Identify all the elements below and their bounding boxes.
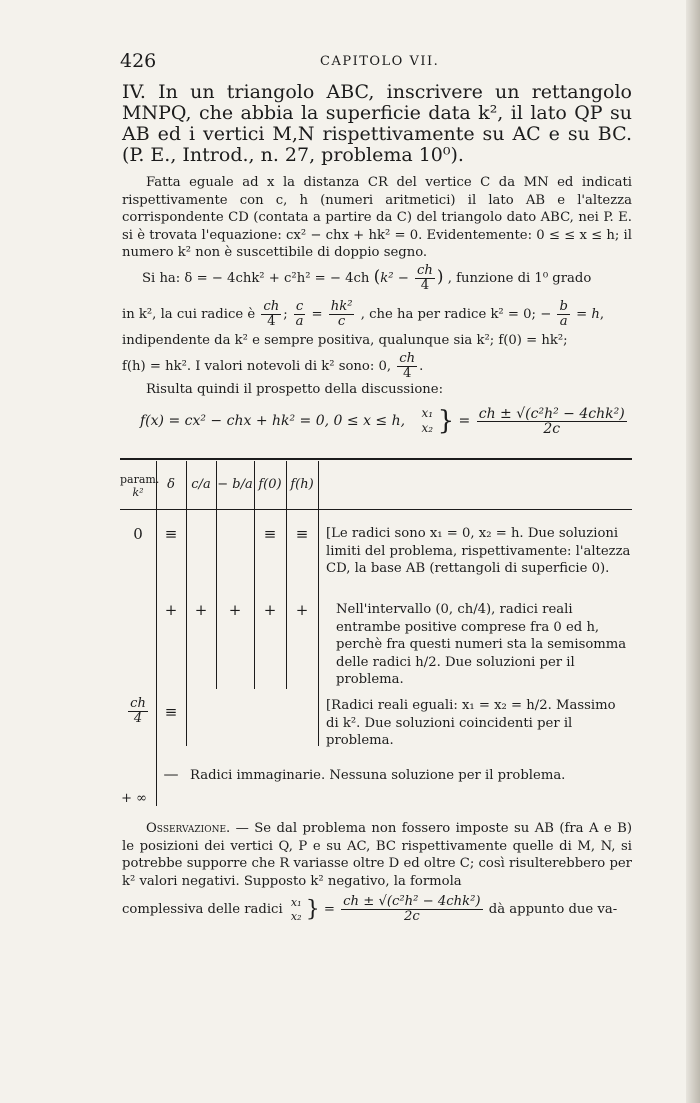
main-equation: f(x) = cx² − chx + hk² = 0, 0 ≤ x ≤ h, x₁ x₂ } = $\frac{\text{ch ± √(c²h² − 4chk²)}}{2c}$ — [140, 405, 625, 437]
column-divider — [156, 461, 157, 806]
row-zero-delta: ≡ — [164, 525, 178, 543]
column-divider — [254, 461, 255, 689]
solution-paragraph: Fatta eguale ad x la distanza CR del vertice C da MN ed indicati rispettivamente con c, h (numeri aritmetici) il lato AB e l'altezza corrispondente CD (contata a partire da C) del triangolo dato ABC, nei P. E. si è trovata l'equazione: cx² − chx + hk² = 0. Evidentemente: 0 ≤ ≤ x ≤ h; il numero k² non è suscettibile di doppio segno. — [122, 175, 632, 260]
row-interval-f0: + — [263, 601, 277, 619]
header-c-over-a: c/a — [191, 477, 211, 492]
row-max-note: [Radici reali eguali: x₁ = x₂ = h/2. Massimo di k². Due soluzioni coincidenti per il problema. — [326, 698, 616, 748]
header-minus-b-over-a: − b/a — [217, 477, 253, 492]
observation-last-start: complessiva delle radici — [122, 902, 283, 917]
delta-line: Si ha: δ = − 4chk² + c²h² = − 4ch (k² − $\frac{ch}{4}$ ) , funzione di 1⁰ grado — [122, 264, 632, 293]
column-divider — [286, 461, 287, 689]
header-delta: δ — [167, 477, 175, 492]
header-param-label: param. — [120, 473, 160, 486]
roots-formula — [477, 407, 627, 436]
row-zero-fh: ≡ — [295, 525, 309, 543]
row-max-label-den: 4 — [133, 711, 143, 726]
row-infinity-label: + ∞ — [121, 791, 147, 806]
row-imag-note: Radici immaginarie. Nessuna soluzione per il problema. — [190, 768, 566, 783]
column-divider — [216, 461, 217, 689]
row-imag-delta: — — [163, 765, 179, 783]
delta-expression: Si ha: δ = − 4chk² + c²h² = − 4ch — [142, 271, 370, 286]
problem-statement: IV. In un triangolo ABC, inscrivere un rettangolo MNPQ, che abbia la superficie data k², il lato QP su AB ed i vertici M,N rispettivamente su AC e su BC. (P. E., Introd., n. 27, problema 10⁰). — [122, 81, 632, 166]
observation-roots-numerator: ch ± √(c²h² − 4chk²) — [343, 894, 481, 909]
root-text: in k², la cui radice è — [122, 307, 256, 322]
root-x1: x₁ — [421, 406, 434, 420]
page-gutter-shadow — [686, 0, 700, 1103]
root-tail: , che ha per radice k² = 0; — [360, 307, 536, 322]
running-header — [120, 50, 640, 72]
discussion-table — [120, 461, 632, 811]
table-top-rule — [120, 458, 632, 460]
observation-title: Osservazione. — [146, 821, 231, 836]
equation-left: f(x) = cx² − chx + hk² = 0, 0 ≤ x ≤ h, — [140, 413, 406, 429]
row-interval-fh: + — [295, 601, 309, 619]
root-x2: x₂ — [421, 421, 434, 435]
row-max-delta: ≡ — [164, 703, 178, 721]
notable-values-line: f(h) = hk². I valori notevoli di k² sono: 0, $\frac{ch}{4}$ . — [122, 351, 424, 381]
observation-last-end: dà appunto due va- — [488, 902, 618, 917]
discussion-intro: Risulta quindi il prospetto della discussione: — [146, 382, 444, 397]
header-f0: f(0) — [258, 477, 282, 492]
header-param — [120, 473, 160, 499]
observation-text: — Se dal problema non fossero imposte su AB (fra A e B) le posizioni dei vertici Q, P e su AC, BC rispettivamente quelle di M, N, si potrebbe supporre che R variasse oltre D ed oltre C; così risulterebbero per k² valori negativi. Supposto k² negativo, la formola — [122, 821, 632, 889]
roots-denominator: 2c — [543, 420, 561, 437]
independence-line: indipendente da k² e sempre positiva, qualunque sia k²; f(0) = hk²; — [122, 333, 568, 348]
observation-roots-formula — [341, 895, 482, 924]
row-zero-label: 0 — [133, 525, 143, 543]
chapter-heading: CAPITOLO VII. — [320, 54, 440, 69]
header-rule — [120, 509, 632, 510]
row-max-label — [120, 697, 156, 726]
observation-roots-denominator: 2c — [403, 909, 420, 924]
observation-last-line: complessiva delle radici x₁ x₂ } = $\frac{\text{ch ± √(c²h² − 4chk²)}}{2c}$ dà appunto due va- — [122, 894, 618, 924]
row-interval-note: Nell'intervallo (0, ch/4), radici reali entrambe positive comprese fra 0 ed h, perchè fra questi numeri sta la semisomma delle radici h/2. Due soluzioni per il problema. — [336, 602, 627, 687]
observation-paragraph — [122, 820, 632, 890]
root-line: in k², la cui radice è $\frac{ch}{4}$ ; $\frac{c}{a}$ = $\frac{\text{hk²}}{c}$ , che ha per radice k² = 0; − $\frac{b}{a}$ = h, — [122, 299, 605, 329]
notable-values-text: f(h) = hk². I valori notevoli di k² sono: 0, — [122, 359, 392, 374]
row-zero-f0: ≡ — [263, 525, 277, 543]
row-interval-c-over-a: + — [194, 601, 208, 619]
row-interval-b-over-a: + — [228, 601, 242, 619]
row-zero-note: [Le radici sono x₁ = 0, x₂ = h. Due soluzioni limiti del problema, rispettivamente: l'altezza CD, la base AB (rettangoli di superficie 0). — [326, 526, 631, 576]
roots-numerator: ch ± √(c²h² − 4chk²) — [478, 405, 625, 422]
delta-tail: , funzione di 1⁰ grado — [447, 271, 592, 286]
page-number: 426 — [120, 50, 157, 72]
header-param-k: k² — [132, 486, 144, 499]
row-interval-delta: + — [164, 601, 178, 619]
header-fh: f(h) — [290, 477, 314, 492]
column-divider — [318, 461, 319, 746]
row-max-label-num: ch — [130, 696, 146, 711]
